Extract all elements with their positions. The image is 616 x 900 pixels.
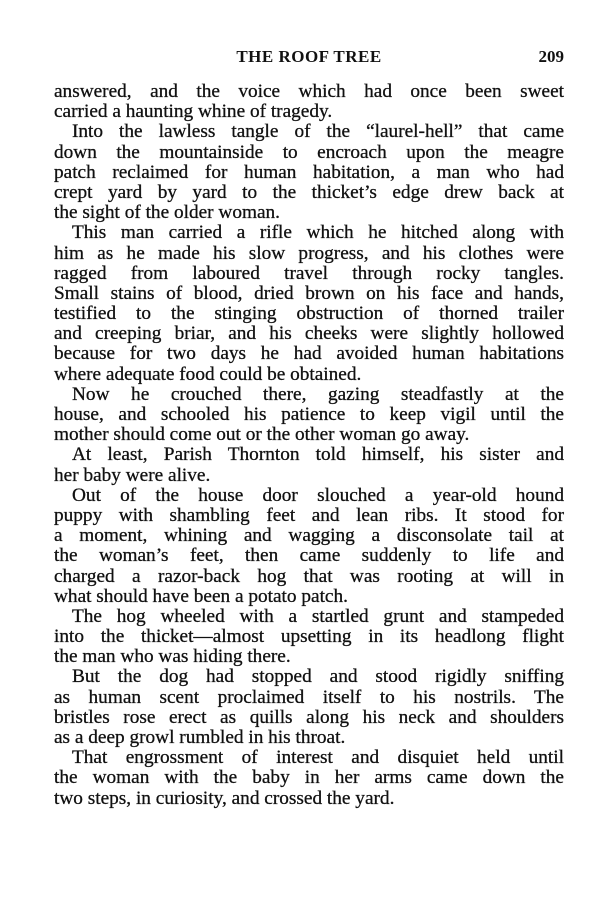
page-number: 209: [538, 47, 564, 66]
text-line: The hog wheeled with a startled grunt and stampeded: [72, 605, 564, 627]
text-line: answered, and the voice which had once been sweet: [54, 81, 564, 102]
text-line: charged a razor-back hog that was rooting at will in: [54, 565, 564, 587]
text-line: house, and schooled his patience to keep vigil until the: [54, 404, 564, 425]
text-line: two steps, in curiosity, and crossed the yard.: [54, 787, 395, 809]
text-line: Small stains of blood, dried brown on his face and hands,: [54, 282, 564, 304]
text-line: as human scent proclaimed itself to his nostrils. The: [54, 686, 564, 708]
text-line: him as he made his slow progress, and his clothes were: [54, 242, 564, 264]
text-line: down the mountainside to encroach upon the meagre: [54, 141, 564, 163]
text-line: her baby were alive.: [54, 464, 211, 486]
text-line: the woman’s feet, then came suddenly to life and: [54, 545, 564, 567]
text-line: This man carried a rifle which he hitched along with: [72, 222, 564, 244]
text-line: That engrossment of interest and disquiet held until: [72, 747, 564, 769]
paragraph: [54, 667, 564, 748]
text-line: the woman with the baby in her arms came down the: [54, 767, 564, 789]
running-title: THE ROOF TREE: [236, 47, 382, 66]
text-line: the man who was hiding there.: [54, 646, 291, 668]
text-line: But the dog had stopped and stood rigidly sniffing: [72, 666, 564, 688]
text-line: the sight of the older woman.: [54, 202, 280, 224]
text-line: puppy with shambling feet and lean ribs. It stood for: [54, 504, 564, 526]
paragraph: [54, 607, 564, 668]
text-line: Into the lawless tangle of the “laurel-hell” that came: [72, 121, 564, 143]
paragraph: [54, 445, 564, 485]
text-line: Out of the house door slouched a year-old hound: [72, 484, 564, 506]
text-line: ragged from laboured travel through rocky tangles.: [54, 262, 564, 284]
paragraph: [54, 122, 564, 223]
page-body-text: [54, 82, 564, 809]
paragraph: [54, 385, 564, 446]
text-line: testified to the stinging obstruction of thorned trailer: [54, 303, 564, 325]
text-line: into the thicket—almost upsetting in its headlong flight: [54, 626, 564, 648]
text-line: crept yard by yard to the thicket’s edge drew back at: [54, 181, 564, 203]
text-line: as a deep growl rumbled in his throat.: [54, 727, 346, 748]
text-line: Now he crouched there, gazing steadfastly at the: [72, 383, 564, 405]
paragraph: [54, 486, 564, 607]
running-header: [54, 47, 564, 71]
text-line: because for two days he had avoided human habitations: [54, 343, 564, 365]
text-line: carried a haunting whine of tragedy.: [54, 101, 333, 123]
text-line: where adequate food could be obtained.: [54, 363, 362, 385]
paragraph: [54, 748, 564, 809]
text-line: what should have been a potato patch.: [54, 585, 348, 607]
text-line: At least, Parish Thornton told himself, his sister and: [72, 444, 564, 466]
text-line: bristles rose erect as quills along his neck and shoulders: [54, 706, 564, 728]
paragraph: [54, 223, 564, 385]
text-line: and creeping briar, and his cheeks were slightly hollowed: [54, 323, 564, 345]
text-line: a moment, whining and wagging a disconsolate tail at: [54, 525, 564, 547]
paragraph: [54, 82, 564, 122]
text-line: mother should come out or the other woman go away.: [54, 424, 470, 446]
text-line: patch reclaimed for human habitation, a man who had: [54, 161, 564, 183]
